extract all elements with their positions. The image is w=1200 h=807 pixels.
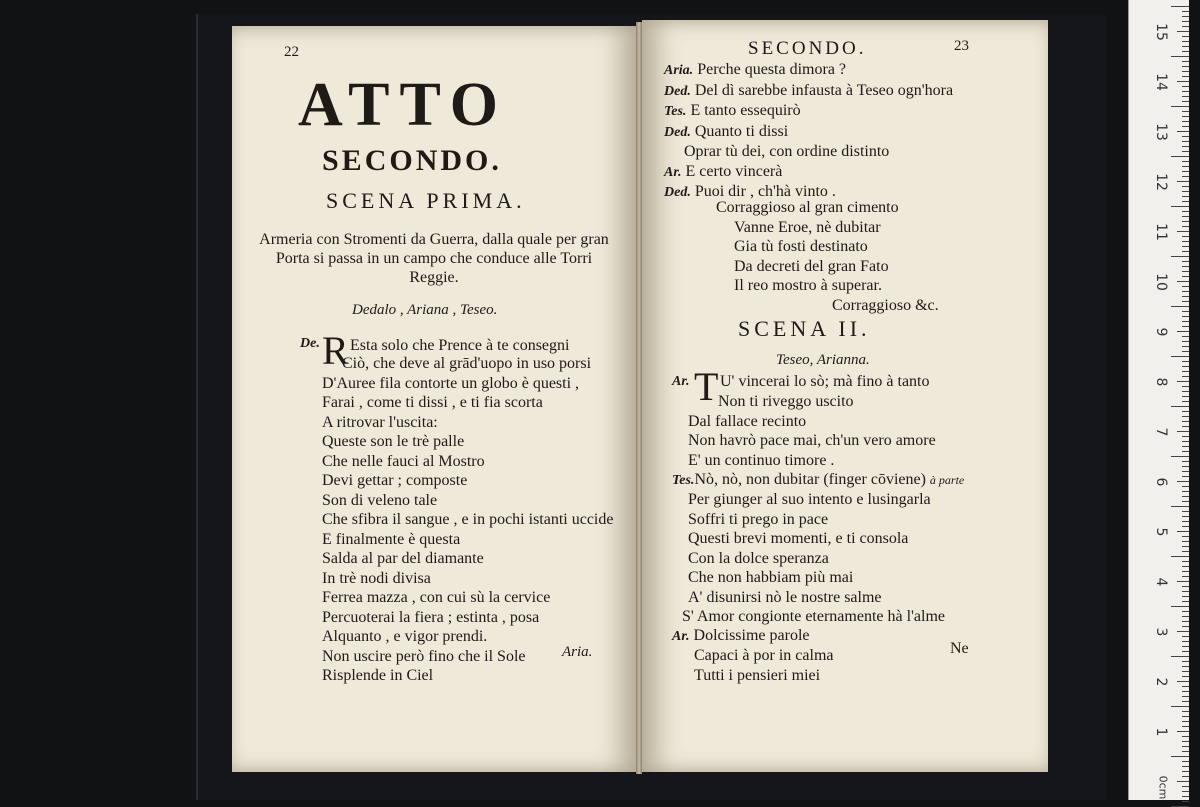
ruler-tick [1182,121,1189,122]
verse-line: Devi gettar ; composte [322,472,468,489]
ruler-tick [1182,396,1189,397]
ruler-tick [1182,526,1189,527]
ruler-tick [1182,426,1189,427]
left-page [232,26,636,772]
ruler-tick [1177,281,1189,282]
right-page [642,20,1048,772]
ruler-tick [1182,221,1189,222]
ruler-tick [1182,141,1189,142]
scene-heading: SCENA PRIMA. [326,188,526,213]
ruler-tick [1182,321,1189,322]
dialogue-line: Aria. Perche questa dimora ? [664,61,847,78]
ruler-tick [1182,551,1189,552]
ruler-tick [1182,661,1189,662]
ruler-tick [1182,11,1189,12]
ruler-tick [1182,541,1189,542]
ruler-tick [1182,166,1189,167]
ruler-tick [1182,691,1189,692]
speaker-label: Ar. [664,164,682,180]
ruler-tick [1182,796,1189,797]
ruler-tick [1182,511,1189,512]
ruler-tick [1182,361,1189,362]
ruler-tick [1182,761,1189,762]
ruler-tick [1177,231,1189,232]
verse-lines [322,354,613,686]
ruler-tick [1182,721,1189,722]
ruler-tick [1171,156,1189,157]
ruler-tick [1182,646,1189,647]
verse-lines-3 [682,490,946,627]
aria-line: Il reo mostro à superar. [734,277,882,294]
ruler-tick [1182,516,1189,517]
ruler-tick [1182,566,1189,567]
verse-line: Con la dolce speranza [688,549,829,567]
dialogue-line: Ded. Del dì sarebbe infausta à Teseo ogn'hora [664,81,954,99]
ruler-tick [1171,106,1189,107]
aria-line: Vanne Eroe, nè dubitar [734,218,881,236]
ruler-tick [1182,751,1189,752]
verse-line: Non uscire però fino che il Sole [322,647,526,665]
ruler-tick [1182,151,1189,152]
ruler-tick [1182,736,1189,737]
ruler-tick [1182,701,1189,702]
scale-ruler [1128,0,1189,800]
ruler-tick [1171,206,1189,207]
drop-cap: T [694,364,719,409]
ruler-tick [1182,636,1189,637]
ruler-tick [1182,491,1189,492]
ruler-tick [1177,331,1189,332]
ruler-tick [1182,196,1189,197]
ruler-tick [1171,706,1189,707]
dialogue-line: Ded. Puoi dir , ch'hà vinto . [664,183,836,200]
verse-line: Che nelle fauci al Mostro [322,452,485,470]
ruler-tick [1182,461,1189,462]
ruler-tick [1182,476,1189,477]
verse-line: A' disunirsi nò le nostre salme [688,588,882,606]
verse-line: Capaci à por in calma [694,647,834,664]
ruler-tick [1182,766,1189,767]
verse-lines-4 [694,646,834,685]
ruler-tick [1182,591,1189,592]
verse-line: Non havrò pace mai, ch'un vero amore [688,432,936,449]
dialogue-line-ar: Ar. Dolcissime parole [672,627,810,644]
verse-line: Farai , come ti dissi , e ti fia scorta [322,394,543,411]
ruler-tick [1182,561,1189,562]
speaker-label: Ded. [664,83,691,99]
ruler-tick [1182,411,1189,412]
ruler-tick [1182,16,1189,17]
stage-description: Armeria con Stromenti da Guerra, dalla quale per gran Porta si passa in un campo che conduce alle Torri Reggie. [259,231,609,286]
ruler-tick [1182,186,1189,187]
speaker-label: Ar. [672,374,690,389]
verse-line: In trè nodi divisa [322,569,431,587]
ruler-tick [1182,296,1189,297]
ruler-tick [1177,681,1189,682]
verse-line: Tutti i pensieri miei [694,666,821,684]
ruler-tick [1182,116,1189,117]
first-verse-line: U' vincerai lo sò; mà fino à tanto [720,373,930,390]
ruler-number: 7 [1153,427,1169,437]
ruler-tick [1177,731,1189,732]
scene-heading-2: SCENA II. [738,316,871,341]
ruler-tick [1182,21,1189,22]
ruler-number: 12 [1153,173,1169,191]
dialogue-line: Ded. Quanto ti dissi [664,122,789,140]
running-head: SECONDO. [748,38,867,59]
ruler-tick [1182,316,1189,317]
act-subtitle: SECONDO. [322,144,502,177]
ruler-tick [1177,31,1189,32]
ruler-tick [1182,471,1189,472]
verse-line: Queste son le trè palle [322,433,465,450]
aria-line: Corraggioso al gran cimento [716,199,899,216]
ruler-tick [1182,251,1189,252]
ruler-tick [1171,256,1189,257]
catchword: Aria. [562,644,593,660]
ruler-tick [1182,496,1189,497]
verse-line: D'Auree fila contorte un globo è questi , [322,374,580,392]
ruler-number: 13 [1153,123,1169,141]
ruler-tick [1182,236,1189,237]
verse-lines-2 [688,392,936,470]
dialogue-line-tes: Tes.Nò, nò, non dubitar (finger cōviene) à parte [672,471,965,488]
aria-line: Da decreti del gran Fato [734,257,889,275]
verse-line: Ciò, che deve al grād'uopo in uso porsi [342,355,592,372]
verse-line: Questi brevi momenti, e ti consola [688,530,909,547]
ruler-tick [1177,381,1189,382]
ruler-tick [1171,606,1189,607]
speaker-label: De. [300,336,320,351]
verse-line: E' un continuo timore . [688,451,835,469]
ruler-tick [1182,791,1189,792]
ruler-tick [1182,126,1189,127]
ruler-tick [1171,56,1189,57]
drop-cap: R [322,328,349,373]
ruler-tick [1182,741,1189,742]
ruler-tick [1182,36,1189,37]
ruler-tick [1182,111,1189,112]
ruler-number: 1 [1153,727,1169,737]
ruler-tick [1182,401,1189,402]
ruler-tick [1182,626,1189,627]
ruler-tick [1182,301,1189,302]
ruler-tick [1182,61,1189,62]
ruler-tick [1182,376,1189,377]
stage-direction: à parte [929,473,965,487]
ruler-tick [1182,351,1189,352]
verse-line: E finalmente è questa [322,530,461,548]
speaker-label: Aria. [664,63,694,78]
ruler-tick [1177,581,1189,582]
ruler-number: 8 [1153,377,1169,387]
ruler-tick [1182,386,1189,387]
speaker-label: Tes. [664,104,687,119]
ruler-number: 11 [1153,223,1169,241]
ruler-tick [1182,266,1189,267]
ruler-tick [1182,621,1189,622]
ruler-tick [1171,556,1189,557]
ruler-tick [1182,616,1189,617]
aria-block [716,198,899,296]
ruler-tick [1182,716,1189,717]
verse-line: Dal fallace recinto [688,412,807,430]
ruler-tick [1182,436,1189,437]
ruler-tick [1182,136,1189,137]
ruler-tick [1182,421,1189,422]
ruler-tick [1171,456,1189,457]
ruler-tick [1182,271,1189,272]
ruler-tick [1182,86,1189,87]
ruler-number: 14 [1153,73,1169,91]
ruler-tick [1177,431,1189,432]
ruler-tick [1171,656,1189,657]
ruler-tick [1182,366,1189,367]
ruler-tick [1182,161,1189,162]
character-list: Dedalo , Ariana , Teseo. [352,302,498,318]
ruler-tick [1182,441,1189,442]
ruler-tick [1171,356,1189,357]
ruler-tick [1182,726,1189,727]
ruler-unit: 0cm [1156,775,1170,800]
character-list-2: Teseo, Arianna. [776,352,870,368]
ruler-tick [1182,451,1189,452]
ruler-tick [1182,201,1189,202]
verse-line: Salda al par del diamante [322,550,484,567]
ruler-tick [1182,51,1189,52]
verse-line: Che sfibra il sangue , e in pochi istanti uccide [322,511,614,528]
dialogue-line: Ar. E certo vincerà [664,162,783,180]
ruler-number: 2 [1153,677,1169,687]
ruler-tick [1182,391,1189,392]
ruler-tick [1177,131,1189,132]
ruler-tick [1182,771,1189,772]
ruler-number: 6 [1153,477,1169,487]
ruler-tick [1182,611,1189,612]
act-title: ATTO [298,71,508,139]
ruler-tick [1182,651,1189,652]
ruler-tick [1171,506,1189,507]
ruler-tick [1182,76,1189,77]
ruler-tick [1182,786,1189,787]
ruler-tick [1177,81,1189,82]
ruler-tick [1182,41,1189,42]
ruler-tick [1177,781,1189,782]
first-verse-line: Esta solo che Prence à te consegni [350,337,570,354]
ruler-tick [1182,746,1189,747]
ruler-tick [1171,6,1189,7]
ruler-tick [1182,446,1189,447]
ruler-tick [1182,571,1189,572]
ruler-tick [1182,146,1189,147]
ruler-tick [1182,261,1189,262]
ruler-tick [1182,171,1189,172]
ruler-tick [1182,101,1189,102]
ruler-tick [1182,676,1189,677]
ruler-tick [1182,686,1189,687]
ruler-tick [1182,666,1189,667]
aria-line: Gia tù fosti destinato [734,238,868,255]
ruler-tick [1182,326,1189,327]
ruler-number: 3 [1153,627,1169,637]
verse-line: Che non habbiam più mai [688,569,854,586]
ruler-tick [1182,601,1189,602]
ruler-number: 5 [1153,527,1169,537]
speaker-label: Ded. [664,185,691,200]
ruler-tick [1182,536,1189,537]
ruler-tick [1182,66,1189,67]
ruler-tick [1182,26,1189,27]
ruler-tick [1182,696,1189,697]
ruler-tick [1182,801,1189,802]
ruler-tick [1182,286,1189,287]
ruler-tick [1182,416,1189,417]
ruler-tick [1182,226,1189,227]
catchword: Ne [950,640,969,657]
ruler-tick [1182,546,1189,547]
ruler-tick [1182,336,1189,337]
ruler-tick [1182,776,1189,777]
dialogue-line: Tes. E tanto essequirò [664,102,801,119]
verse-line: Soffri ti prego in pace [688,510,829,528]
ruler-tick [1182,71,1189,72]
verse-line: S' Amor congionte eternamente hà l'alme [682,608,946,625]
ruler-tick [1182,346,1189,347]
ruler-tick [1177,181,1189,182]
ruler-tick [1182,276,1189,277]
ruler-tick [1182,46,1189,47]
ruler-number: 4 [1153,577,1169,587]
ruler-tick [1182,486,1189,487]
ruler-tick [1182,246,1189,247]
ruler-number: 9 [1153,327,1169,337]
verse-line: Son di veleno tale [322,491,438,509]
ruler-number: 15 [1153,23,1169,41]
ruler-tick [1182,311,1189,312]
ruler-tick [1177,531,1189,532]
ruler-tick [1182,211,1189,212]
ruler-tick [1182,96,1189,97]
speaker-label: Tes. [672,473,695,488]
ruler-tick [1182,466,1189,467]
ruler-tick [1182,91,1189,92]
ruler-tick [1177,631,1189,632]
ruler-tick [1182,586,1189,587]
right-page-number: 23 [954,38,969,54]
verse-line: Alquanto , e vigor prendi. [322,628,488,645]
ruler-tick [1182,596,1189,597]
ruler-tick [1182,641,1189,642]
ruler-tick [1182,341,1189,342]
verse-line: Ferrea mazza , con cui sù la cervice [322,589,551,606]
speaker-label: Ded. [664,124,691,140]
verse-line: A ritrovar l'uscita: [322,413,438,431]
ruler-tick [1171,406,1189,407]
ruler-tick [1182,241,1189,242]
ruler-tick [1171,756,1189,757]
ruler-tick [1182,576,1189,577]
aria-reprise: Corraggioso &c. [832,297,939,314]
ruler-tick [1182,371,1189,372]
dialogue-line: Oprar tù dei, con ordine distinto [684,143,890,160]
speaker-label: Ar. [672,629,690,644]
verse-line: Percuoterai la fiera ; estinta , posa [322,608,540,626]
ruler-tick [1177,481,1189,482]
dialogue-block-a [664,60,953,203]
ruler-number: 10 [1153,273,1169,291]
verse-line: Risplende in Ciel [322,667,434,684]
ruler-tick [1182,671,1189,672]
ruler-tick [1182,291,1189,292]
ruler-tick [1182,711,1189,712]
ruler-tick [1182,521,1189,522]
verse-line: Non ti riveggo uscito [718,393,854,410]
ruler-tick [1182,501,1189,502]
ruler-tick [1171,306,1189,307]
ruler-tick [1182,176,1189,177]
ruler-tick [1182,216,1189,217]
verse-line: Per giunger al suo intento e lusingarla [688,491,931,508]
left-page-number: 22 [284,44,299,60]
ruler-tick [1182,191,1189,192]
